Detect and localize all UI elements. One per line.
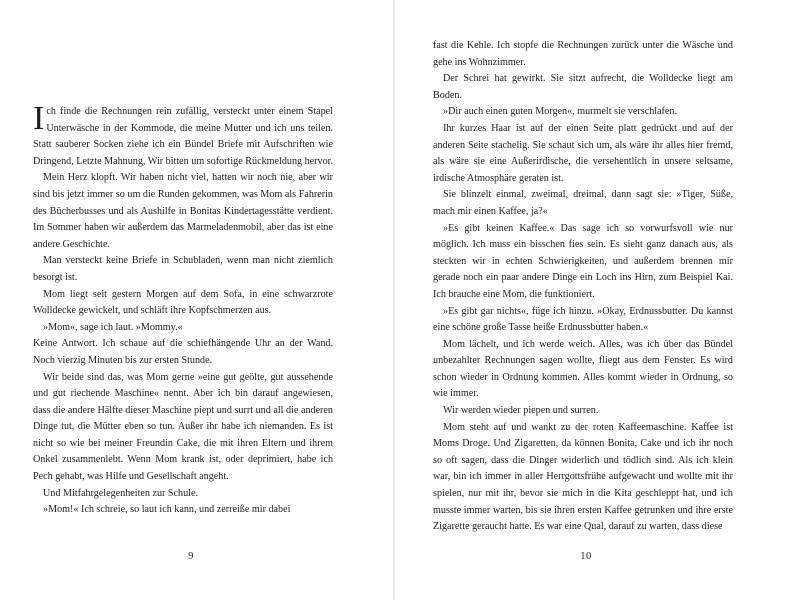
paragraph: Mom lächelt, und ich werde weich. Alles, was ich über das Bündel unbezahlter Rechnungen sagen wollte, fliegt aus dem Fenster. Es wird schon wieder in Ordnung kommen. Alles kommt wieder in Ordnung, so wie immer.: [433, 338, 733, 400]
paragraph: Der Schrei hat gewirkt. Sie sitzt aufrecht, die Wolldecke liegt am Boden.: [433, 73, 733, 101]
paragraph: Ihr kurzes Haar ist auf der einen Seite platt gedrückt und auf der anderen Seite stachelig. Sie schaut sich um, als wäre ihr alles hier fremd, als wäre sie eine Außerirdische, die versehentlich in unsere seltsame, irdische Atmosphäre geraten ist.: [433, 122, 733, 184]
paragraph: Ich finde die Rechnungen rein zufällig, versteckt unter einem Stapel Unterwäsche in der Kommode, die meine Mutter und ich uns teilen. Statt sauberer Socken ziehe ich ein Bündel Briefe mit Aufschriften wie Dringend, Letzte Mahnung, Wir bitten um sofortige Rückmeldung hervor.: [33, 100, 333, 167]
paragraph: »Mom«, sage ich laut. »Mommy.«: [43, 321, 183, 333]
paragraph: »Dir auch einen guten Morgen«, murmelt sie verschlafen.: [443, 106, 678, 118]
paragraph: Man versteckt keine Briefe in Schubladen, wenn man nicht ziemlich besorgt ist.: [33, 255, 333, 283]
drop-cap: I: [33, 100, 45, 137]
paragraph: Und Mitfahrgelegenheiten zur Schule.: [43, 487, 199, 499]
left-page: [0, 0, 394, 600]
paragraph: Mom steht auf und wankt zu der roten Kaffeemaschine. Kaffee ist Moms Droge. Und Zigaretten, da können Bonita, Cake und ich ihr noch so oft sagen, dass die Dinger widerlich und tödlich sind. Als ich klein war, bin ich immer in aller Herrgottsfrühe aufgewacht und wollte mit ihr spielen, nur mit ihr, bevor sie mich in die Kita geschleppt hat, und ich musste immer warten, bis sie ihren ersten Kaffee getrunken und ihre erste Zigarette geraucht hatte. Es war eine Qual, darauf zu warten, dass diese: [433, 421, 733, 533]
paragraph: Mein Herz klopft. Wir haben nicht viel, hatten wir noch nie, aber wir sind bis jetzt immer so um die Runden gekommen, was Mom als Fahrerin des Bücherbusses und als Aushilfe in Bonitas Kindertagesstätte verdient. Im Sommer haben wir außerdem das Marmeladenmobil, aber das ist eine andere Geschichte.: [33, 172, 333, 250]
paragraph: »Es gibt keinen Kaffee.« Das sage ich so vorwurfsvoll wie nur möglich. Ich muss ein bisschen fies sein. Es sieht ganz danach aus, als steckten wir in echten Schwierigkeiten, und außerdem brennen mir gerade noch ein paar andere Dinge ein Loch ins Hirn, zum Beispiel Kai. Ich brauche eine Mom, die funktioniert.: [433, 222, 733, 300]
left-page-text: [33, 100, 333, 519]
page-number: 10: [580, 551, 592, 562]
paragraph: Wir beide sind das, was Mom gerne »eine gut geölte, gut aussehende und gut riechende Maschine« nennt. Aber ich bin darauf angewiesen, dass die andere Hälfte dieser Maschine piept und surrt und all die anderen Dinge tut, die Mütter eben so tun. Außer ihr habe ich niemanden. Es ist nicht so wie bei meiner Freundin Cake, die mit ihren Eltern und ihrem Onkel zusammenlebt. Wenn Mom krank ist, oder deprimiert, habe ich Pech gehabt, was Hilfe und Gesellschaft angeht.: [33, 371, 333, 483]
paragraph: Wir werden wieder piepen und surren.: [443, 405, 599, 417]
paragraph: Keine Antwort. Ich schaue auf die schiefhängende Uhr an der Wand. Noch vierzig Minuten bis zur ersten Stunde.: [33, 338, 333, 366]
right-page: [395, 0, 789, 600]
paragraph: »Mom!« Ich schreie, so laut ich kann, und zerreiße mir dabei: [43, 504, 291, 516]
paragraph: Sie blinzelt einmal, zweimal, dreimal, dann sagt sie: »Tiger, Süße, mach mir einen Kaffee, ja?«: [433, 189, 733, 217]
right-page-text: [433, 38, 733, 536]
paragraph: »Es gibt gar nichts«, füge ich hinzu. »Okay, Erdnussbutter. Du kannst eine schöne große Tasse heiße Erdnussbutter haben.«: [433, 305, 733, 334]
page-number: 9: [188, 551, 194, 562]
paragraph: fast die Kehle. Ich stopfe die Rechnungen zurück unter die Wäsche und gehe ins Wohnzimmer.: [433, 40, 733, 68]
paragraph: Mom liegt seit gestern Morgen auf dem Sofa, in eine schwarzrote Wolldecke gewickelt, und schläft ihre Kopfschmerzen aus.: [33, 288, 333, 317]
